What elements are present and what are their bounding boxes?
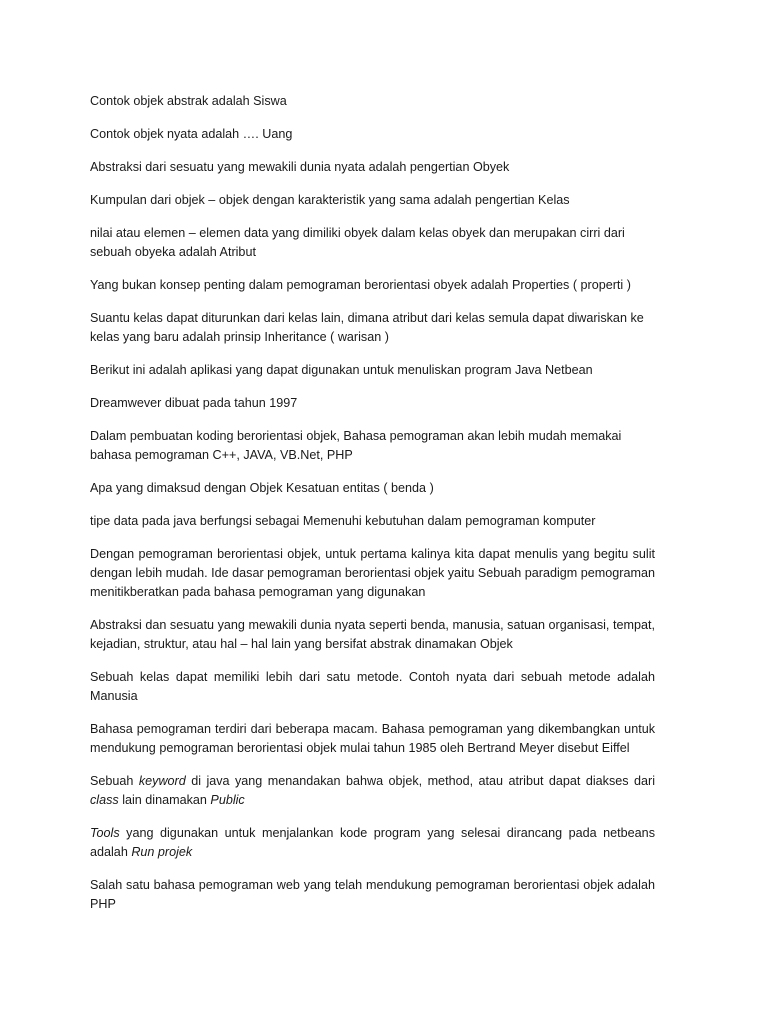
paragraph-13: Dengan pemograman berorientasi objek, untuk pertama kalinya kita dapat menulis yang begitu sulit dengan lebih mudah. Ide dasar pemograman berorientasi objek yaitu Sebuah paradigm pemograman menitikberatkan pada bahasa pemograman yang digunakan [90,547,655,599]
paragraph-18-tools: Tools [90,826,120,840]
paragraph-6: Yang bukan konsep penting dalam pemograman berorientasi obyek adalah Properties ( properti ) [90,278,631,292]
paragraph-16: Bahasa pemograman terdiri dari beberapa macam. Bahasa pemograman yang dikembangkan untuk mendukung pemograman berorientasi objek mulai tahun 1985 oleh Bertrand Meyer disebut Eiffel [90,722,655,755]
paragraph-17-public: Public [210,793,245,807]
paragraph-17-text-b: di java yang menandakan bahwa objek, method, atau atribut dapat diakses dari [185,774,655,788]
paragraph-4: Kumpulan dari objek – objek dengan karakteristik yang sama adalah pengertian Kelas [90,193,570,207]
paragraph-3: Abstraksi dari sesuatu yang mewakili dunia nyata adalah pengertian Obyek [90,160,510,174]
paragraph-17-text-c: lain dinamakan [118,793,211,807]
paragraph-7: Suantu kelas dapat diturunkan dari kelas lain, dimana atribut dari kelas semula dapat diwariskan ke kelas yang baru adalah prinsip Inheritance ( warisan ) [90,311,644,344]
paragraph-15: Sebuah kelas dapat memiliki lebih dari satu metode. Contoh nyata dari sebuah metode adalah Manusia [90,670,655,703]
paragraph-9: Dreamwever dibuat pada tahun 1997 [90,396,298,410]
paragraph-2: Contok objek nyata adalah …. Uang [90,127,293,141]
paragraph-18 [90,824,655,862]
paragraph-12: tipe data pada java berfungsi sebagai Memenuhi kebutuhan dalam pemograman komputer [90,514,596,528]
paragraph-17 [90,772,655,810]
document-body [90,92,655,928]
paragraph-5: nilai atau elemen – elemen data yang dimiliki obyek dalam kelas obyek dan merupakan cirri dari sebuah obyeka adalah Atribut [90,226,625,259]
paragraph-14: Abstraksi dan sesuatu yang mewakili dunia nyata seperti benda, manusia, satuan organisasi, tempat, kejadian, struktur, atau hal – hal lain yang bersifat abstrak dinamakan Objek [90,618,655,651]
paragraph-17-keyword: keyword [138,774,186,788]
paragraph-1: Contok objek abstrak adalah Siswa [90,94,287,108]
paragraph-10: Dalam pembuatan koding berorientasi objek, Bahasa pemograman akan lebih mudah memakai bahasa pemograman C++, JAVA, VB.Net, PHP [90,429,622,462]
paragraph-11: Apa yang dimaksud dengan Objek Kesatuan entitas ( benda ) [90,481,434,495]
paragraph-19: Salah satu bahasa pemograman web yang telah mendukung pemograman berorientasi objek adalah PHP [90,878,655,911]
paragraph-18-run-projek: Run projek [131,845,193,859]
paragraph-17-text-a: Sebuah [90,774,139,788]
paragraph-17-class: class [90,793,119,807]
paragraph-18-text: yang digunakan untuk menjalankan kode program yang selesai dirancang pada netbeans adalah [90,826,655,859]
paragraph-8: Berikut ini adalah aplikasi yang dapat digunakan untuk menuliskan program Java Netbean [90,363,593,377]
